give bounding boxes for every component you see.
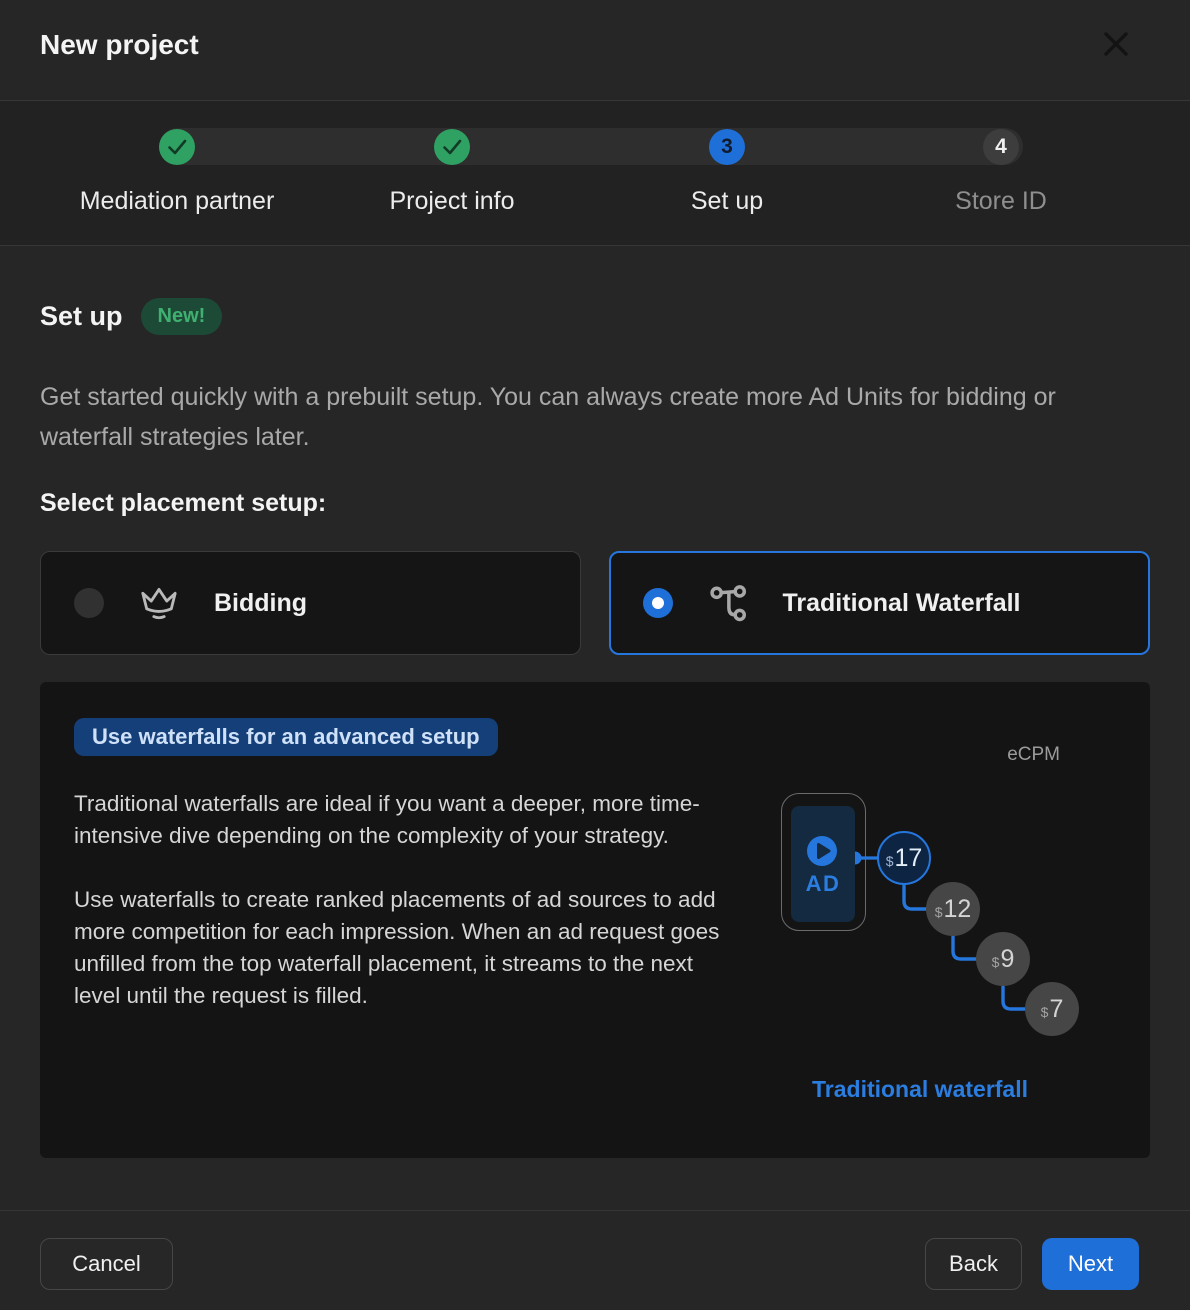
modal-header bbox=[0, 0, 1190, 101]
crown-icon bbox=[136, 580, 182, 626]
currency-symbol: $ bbox=[1040, 1004, 1049, 1020]
option-bidding[interactable] bbox=[40, 551, 581, 655]
next-button[interactable]: Next bbox=[1042, 1238, 1139, 1290]
stepper bbox=[0, 101, 1190, 246]
ecpm-node-17 bbox=[877, 831, 931, 885]
bidding-label: Bidding bbox=[214, 588, 308, 617]
info-badge: Use waterfalls for an advanced setup bbox=[74, 718, 498, 756]
ad-label: AD bbox=[805, 871, 841, 896]
currency-symbol: $ bbox=[934, 904, 943, 920]
bidding-radio[interactable] bbox=[74, 588, 104, 618]
modal-title: New project bbox=[40, 29, 199, 60]
modal-body bbox=[0, 298, 1190, 1158]
step-4-label[interactable]: Store ID bbox=[955, 187, 1047, 215]
select-placement-label: Select placement setup: bbox=[40, 489, 327, 517]
currency-symbol: $ bbox=[885, 852, 894, 869]
check-icon bbox=[159, 129, 195, 165]
currency-symbol: $ bbox=[991, 954, 1000, 970]
ecpm-value: 9 bbox=[1000, 945, 1015, 973]
cancel-button[interactable]: Cancel bbox=[40, 1238, 173, 1290]
close-icon[interactable] bbox=[1096, 24, 1136, 64]
ecpm-value: 7 bbox=[1049, 995, 1064, 1023]
waterfall-icon bbox=[705, 580, 751, 626]
placement-options bbox=[40, 551, 1150, 655]
ecpm-label: eCPM bbox=[1007, 744, 1060, 765]
option-traditional-waterfall[interactable] bbox=[609, 551, 1151, 655]
traditional-waterfall-radio[interactable] bbox=[643, 588, 673, 618]
info-paragraph-2: Use waterfalls to create ranked placements of ad sources to add more competition for each impression. When an ad request goes unfilled from the top waterfall placement, it streams to the next level until the request is filled. bbox=[74, 887, 720, 1008]
info-paragraph-1: Traditional waterfalls are ideal if you want a deeper, more time-intensive dive depending on the complexity of your strategy. bbox=[74, 791, 700, 848]
ecpm-node-9 bbox=[976, 932, 1030, 986]
play-icon bbox=[806, 835, 838, 867]
waterfall-illustration bbox=[740, 682, 1180, 1158]
ecpm-node-12 bbox=[926, 882, 980, 936]
back-button[interactable]: Back bbox=[925, 1238, 1022, 1290]
step-3-label[interactable]: Set up bbox=[690, 187, 764, 215]
traditional-waterfall-label: Traditional Waterfall bbox=[782, 588, 1021, 617]
new-badge: New! bbox=[141, 298, 223, 335]
section-heading: Set up bbox=[40, 301, 123, 331]
ecpm-value: 12 bbox=[943, 895, 972, 923]
ecpm-node-7 bbox=[1025, 982, 1079, 1036]
step-2-label[interactable]: Project info bbox=[389, 187, 515, 215]
ecpm-value: 17 bbox=[894, 843, 923, 872]
illustration-caption: Traditional waterfall bbox=[812, 1076, 1028, 1102]
stepper-track bbox=[159, 128, 1023, 165]
check-icon bbox=[434, 129, 470, 165]
section-description: Get started quickly with a prebuilt setup. You can always create more Ad Units for bidding or waterfall strategies later. bbox=[40, 383, 1056, 451]
modal-footer bbox=[0, 1210, 1190, 1310]
waterfall-info-panel bbox=[40, 682, 1150, 1158]
step-2-indicator[interactable] bbox=[434, 129, 470, 165]
step-1-label[interactable]: Mediation partner bbox=[79, 187, 275, 215]
step-3-indicator[interactable]: 3 bbox=[709, 129, 745, 165]
step-1-indicator[interactable] bbox=[159, 129, 195, 165]
step-4-indicator[interactable]: 4 bbox=[983, 129, 1019, 165]
